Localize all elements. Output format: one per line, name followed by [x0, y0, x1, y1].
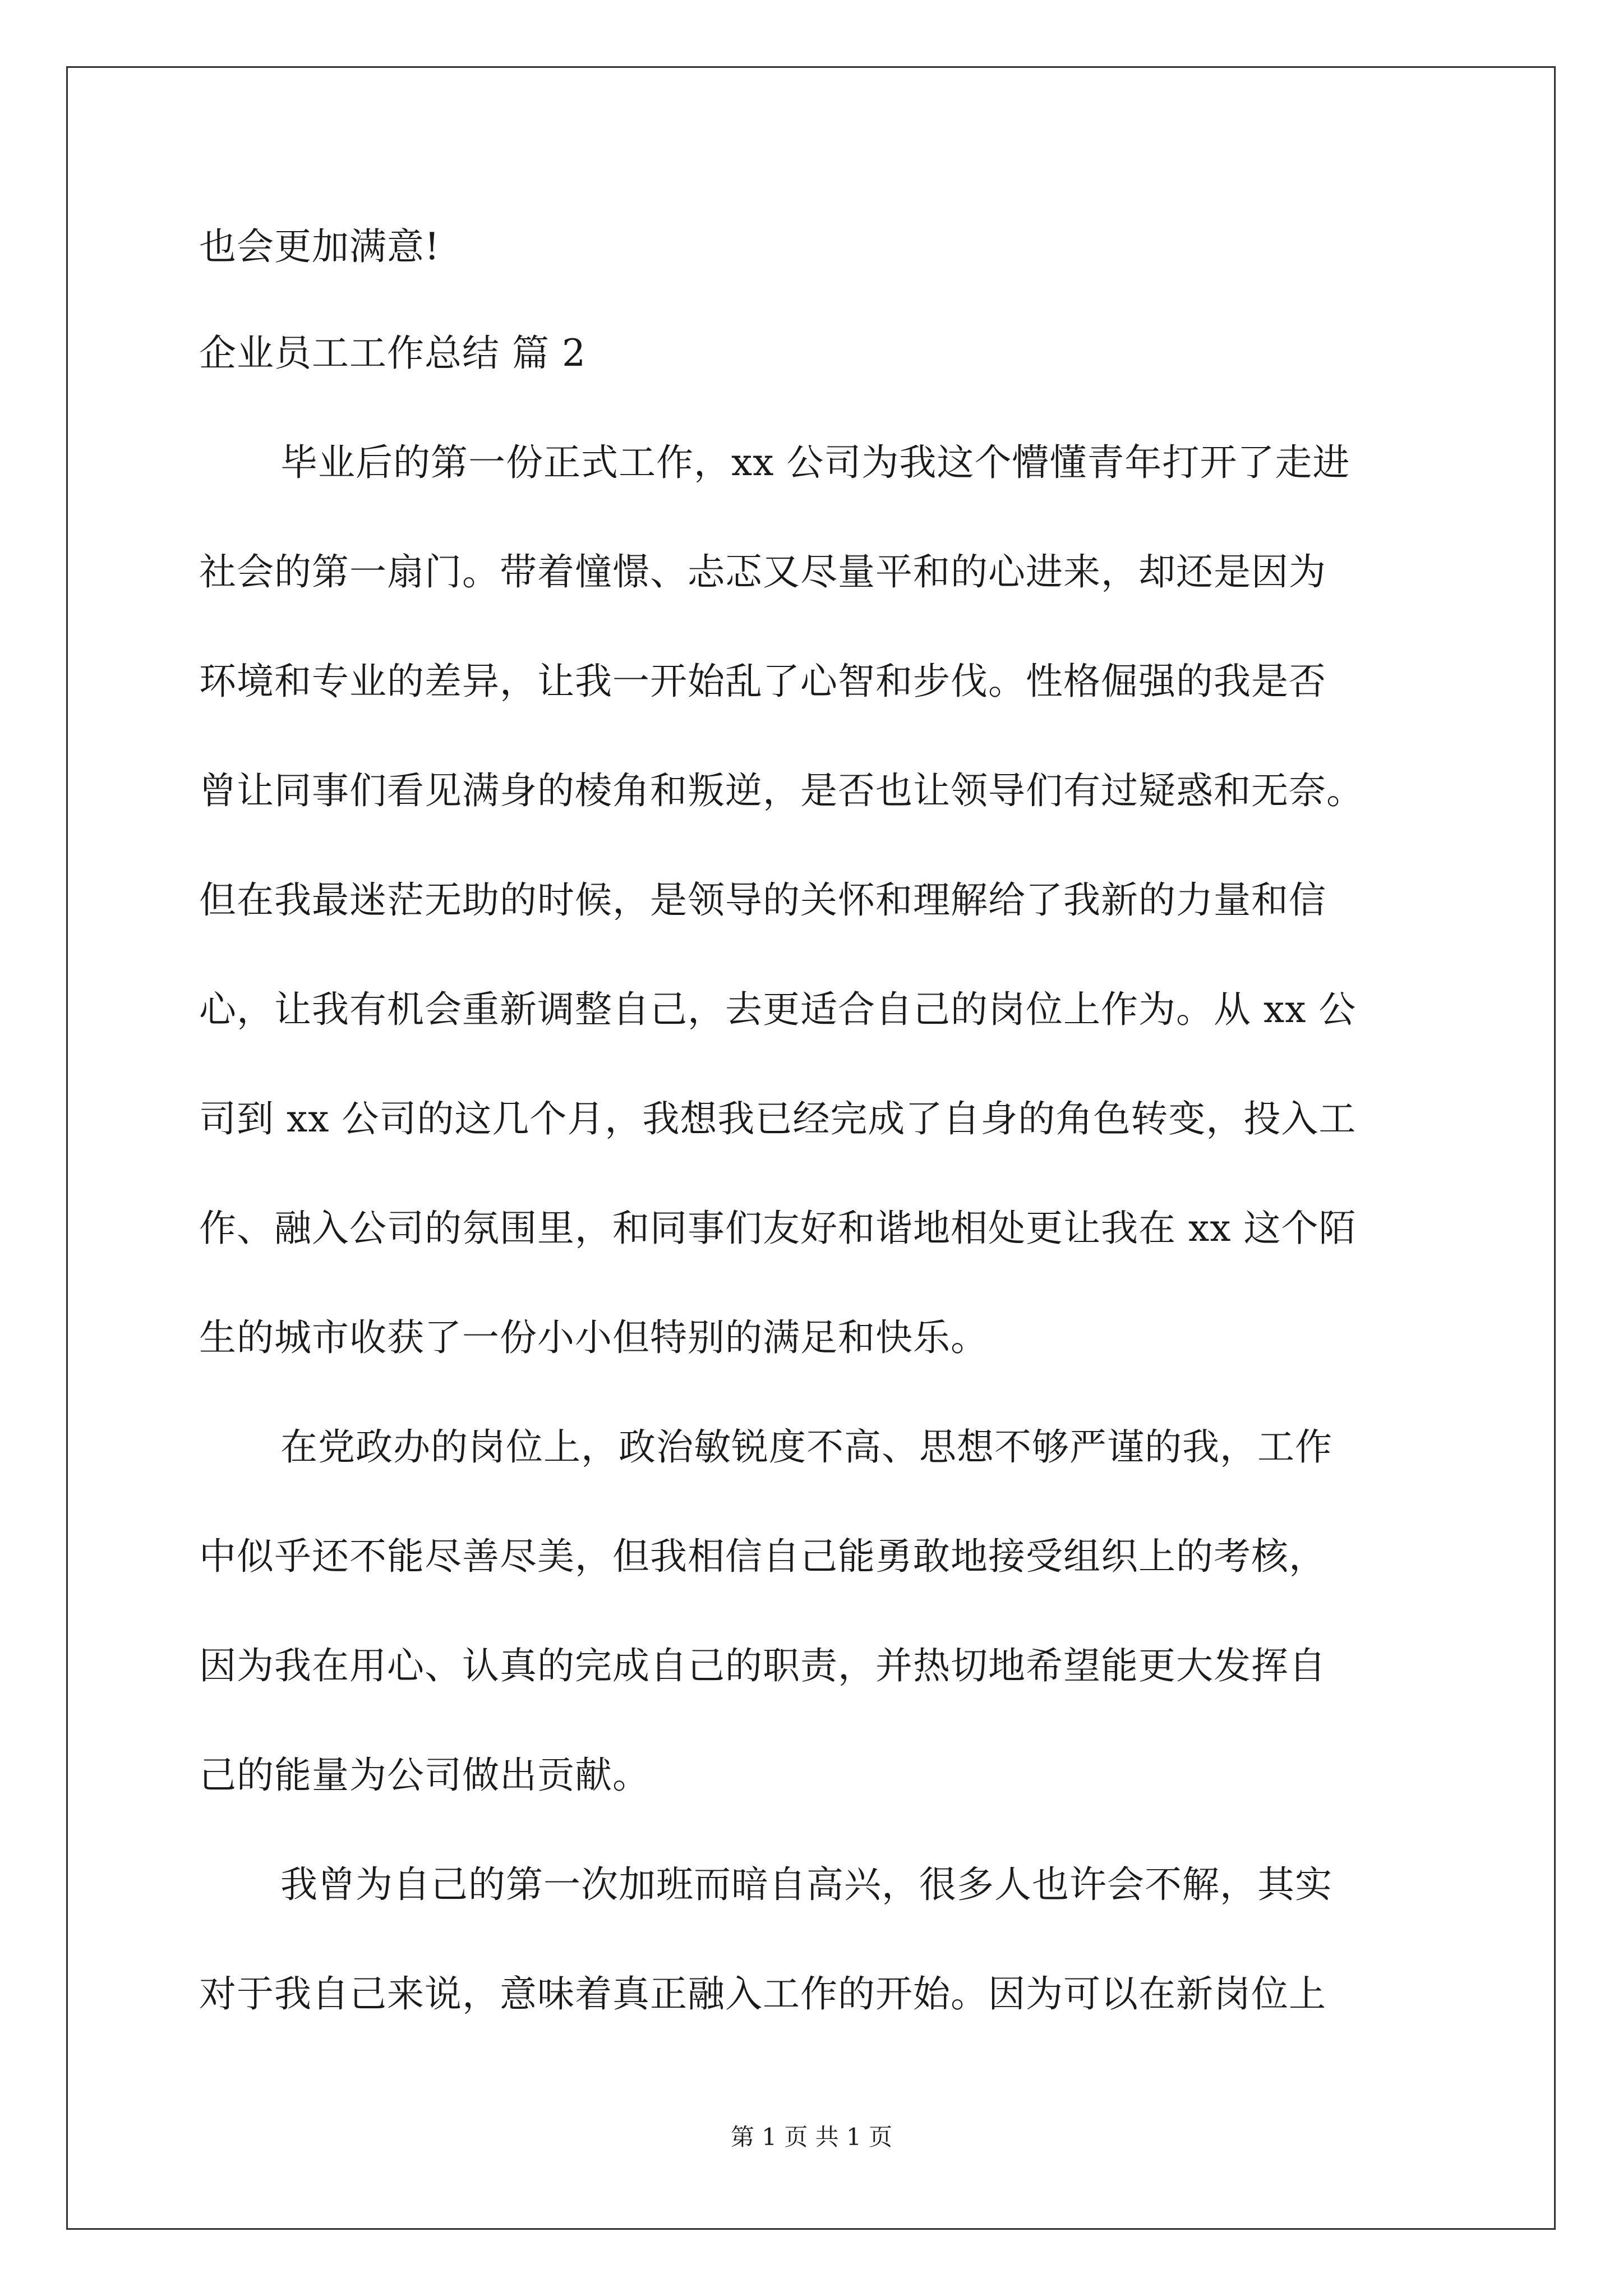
text-line-14: 因为我在用心、认真的完成自己的职责，并热切地希望能更大发挥自	[199, 1644, 1326, 1687]
text-line-5: 环境和专业的差异，让我一开始乱了心智和步伐。性格倔强的我是否	[199, 660, 1326, 703]
text-line-16: 我曾为自己的第一次加班而暗自高兴，很多人也许会不解，其实	[280, 1863, 1332, 1906]
section-heading: 企业员工工作总结 篇 2	[199, 332, 586, 375]
text-line-1: 也会更加满意!	[199, 225, 440, 268]
text-line-6: 曾让同事们看见满身的棱角和叛逆，是否也让领导们有过疑惑和无奈。	[199, 769, 1364, 812]
text-line-13: 中似乎还不能尽善尽美，但我相信自己能勇敢地接受组织上的考核，	[199, 1535, 1326, 1578]
text-line-9: 司到 xx 公司的这几个月，我想我已经完成了自身的角色转变，投入工	[199, 1097, 1357, 1140]
text-line-11: 生的城市收获了一份小小但特别的满足和快乐。	[199, 1316, 988, 1359]
text-line-17: 对于我自己来说，意味着真正融入工作的开始。因为可以在新岗位上	[199, 1972, 1326, 2016]
text-line-7: 但在我最迷茫无助的时候，是领导的关怀和理解给了我新的力量和信	[199, 878, 1326, 922]
page-number-footer: 第 1 页 共 1 页	[730, 2123, 893, 2151]
text-line-3: 毕业后的第一份正式工作，xx 公司为我这个懵懂青年打开了走进	[280, 441, 1350, 484]
text-line-10: 作、融入公司的氛围里，和同事们友好和谐地相处更让我在 xx 这个陌	[199, 1207, 1357, 1250]
text-line-4: 社会的第一扇门。带着憧憬、忐忑又尽量平和的心进来，却还是因为	[199, 550, 1326, 593]
text-line-15: 己的能量为公司做出贡献。	[199, 1754, 650, 1797]
text-line-12: 在党政办的岗位上，政治敏锐度不高、思想不够严谨的我，工作	[280, 1425, 1332, 1469]
text-line-8: 心，让我有机会重新调整自己，去更适合自己的岗位上作为。从 xx 公	[199, 988, 1357, 1031]
